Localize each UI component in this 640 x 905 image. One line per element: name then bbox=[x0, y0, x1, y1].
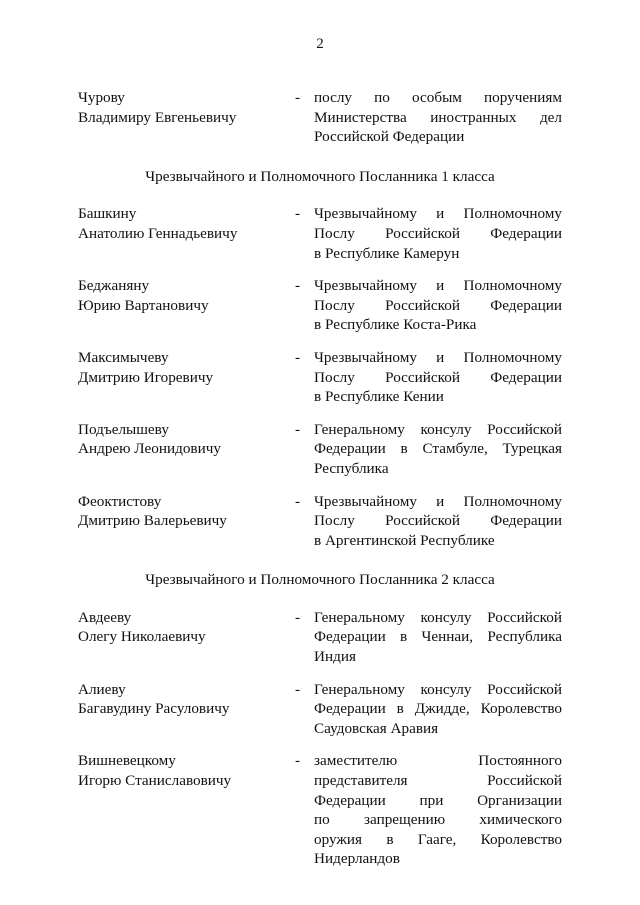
description-line: Республика bbox=[314, 459, 389, 477]
dash-separator: - bbox=[295, 277, 301, 295]
description-line: оружия в Гааге, Королевство bbox=[314, 830, 562, 848]
description-line: Федерации при Организации bbox=[314, 791, 562, 809]
person-name bbox=[78, 680, 295, 739]
given-name-patronymic: Игорю Станиславовичу bbox=[78, 772, 232, 790]
description-line: Федерации в Ченнаи, Республика bbox=[314, 628, 562, 646]
person-name bbox=[78, 348, 295, 407]
person-name bbox=[78, 751, 295, 869]
surname: Вишневецкому bbox=[78, 752, 176, 770]
given-name-patronymic: Дмитрию Валерьевичу bbox=[78, 512, 227, 530]
description-line: Нидерландов bbox=[314, 850, 400, 868]
section-title: Чрезвычайного и Полномочного Посланника 2 класса bbox=[145, 571, 495, 589]
description-line: Федерации в Стамбуле, Турецкая bbox=[314, 440, 562, 458]
description-line: в Республике Камерун bbox=[314, 244, 460, 262]
position-description bbox=[314, 492, 562, 551]
person-name bbox=[78, 608, 295, 667]
description-line: в Республике Коста-Рика bbox=[314, 316, 477, 334]
description-line: послу по особым поручениям bbox=[314, 89, 562, 106]
dash-separator: - bbox=[295, 420, 301, 438]
dash-separator: - bbox=[295, 205, 301, 223]
description-line: по запрещению химического bbox=[314, 811, 562, 829]
surname: Беджаняну bbox=[78, 277, 150, 295]
description-line: Генеральному консулу Российской bbox=[314, 420, 562, 438]
given-name-patronymic: Олегу Николаевичу bbox=[78, 628, 206, 646]
position-description bbox=[314, 204, 562, 263]
given-name-patronymic: Андрею Леонидовичу bbox=[78, 440, 221, 458]
section-title: Чрезвычайного и Полномочного Посланника 1 класса bbox=[145, 167, 495, 185]
page-number: 2 bbox=[316, 36, 324, 52]
description-line: Индия bbox=[314, 648, 356, 666]
person-name bbox=[78, 88, 295, 147]
description-line: в Республике Кении bbox=[314, 388, 444, 406]
appointment-entry bbox=[78, 751, 562, 869]
appointment-entry bbox=[78, 680, 562, 739]
person-name bbox=[78, 204, 295, 263]
person-name bbox=[78, 492, 295, 551]
given-name-patronymic: Багавудину Расуловичу bbox=[78, 700, 230, 718]
position-description bbox=[314, 680, 562, 739]
given-name-patronymic: Анатолию Геннадьевичу bbox=[78, 224, 238, 242]
appointment-entry bbox=[78, 492, 562, 551]
description-line: в Аргентинской Республике bbox=[314, 531, 495, 549]
surname: Алиеву bbox=[78, 680, 126, 698]
dash-separator: - bbox=[295, 752, 301, 770]
appointment-entry bbox=[78, 608, 562, 667]
surname: Подъелышеву bbox=[78, 420, 169, 438]
description-line: Генеральному консулу Российской bbox=[314, 680, 562, 698]
description-line: представителя Российской bbox=[314, 772, 562, 790]
description-line: Чрезвычайному и Полномочному bbox=[314, 348, 562, 366]
dash-separator: - bbox=[295, 680, 301, 698]
description-line: Послу Российской Федерации bbox=[314, 224, 562, 242]
document-body bbox=[78, 88, 562, 882]
appointment-entry bbox=[78, 204, 562, 263]
dash-separator: - bbox=[295, 492, 301, 510]
dash-separator: - bbox=[295, 89, 301, 106]
given-name-patronymic: Юрию Вартановичу bbox=[78, 296, 209, 314]
description-line: Послу Российской Федерации bbox=[314, 296, 562, 314]
description-line: Федерации в Джидде, Королевство bbox=[314, 700, 562, 718]
surname: Феоктистову bbox=[78, 492, 162, 510]
position-description bbox=[314, 420, 562, 479]
description-line: Генеральному консулу Российской bbox=[314, 608, 562, 626]
given-name-patronymic: Дмитрию Игоревичу bbox=[78, 368, 214, 386]
person-name bbox=[78, 276, 295, 335]
appointment-entry bbox=[78, 348, 562, 407]
position-description bbox=[314, 751, 562, 869]
description-line: заместителю Постоянного bbox=[314, 752, 562, 770]
surname: Чурову bbox=[78, 89, 125, 106]
surname: Башкину bbox=[78, 205, 137, 223]
dash-separator: - bbox=[295, 348, 301, 366]
dash-separator: - bbox=[295, 608, 301, 626]
surname: Авдееву bbox=[78, 608, 132, 626]
position-description bbox=[314, 88, 562, 147]
description-line: Российской Федерации bbox=[314, 128, 465, 146]
position-description bbox=[314, 348, 562, 407]
appointment-entry bbox=[78, 420, 562, 479]
description-line: Чрезвычайному и Полномочному bbox=[314, 492, 562, 510]
description-line: Чрезвычайному и Полномочному bbox=[314, 277, 562, 295]
given-name-patronymic: Владимиру Евгеньевичу bbox=[78, 108, 237, 126]
appointment-entry bbox=[78, 276, 562, 335]
surname: Максимычеву bbox=[78, 348, 169, 366]
position-description bbox=[314, 608, 562, 667]
appointment-entry bbox=[78, 88, 562, 147]
description-line: Саудовская Аравия bbox=[314, 719, 439, 737]
description-line: Послу Российской Федерации bbox=[314, 368, 562, 386]
person-name bbox=[78, 420, 295, 479]
description-line: Послу Российской Федерации bbox=[314, 512, 562, 530]
description-line: Министерства иностранных дел bbox=[314, 108, 562, 126]
description-line: Чрезвычайному и Полномочному bbox=[314, 205, 562, 223]
position-description bbox=[314, 276, 562, 335]
